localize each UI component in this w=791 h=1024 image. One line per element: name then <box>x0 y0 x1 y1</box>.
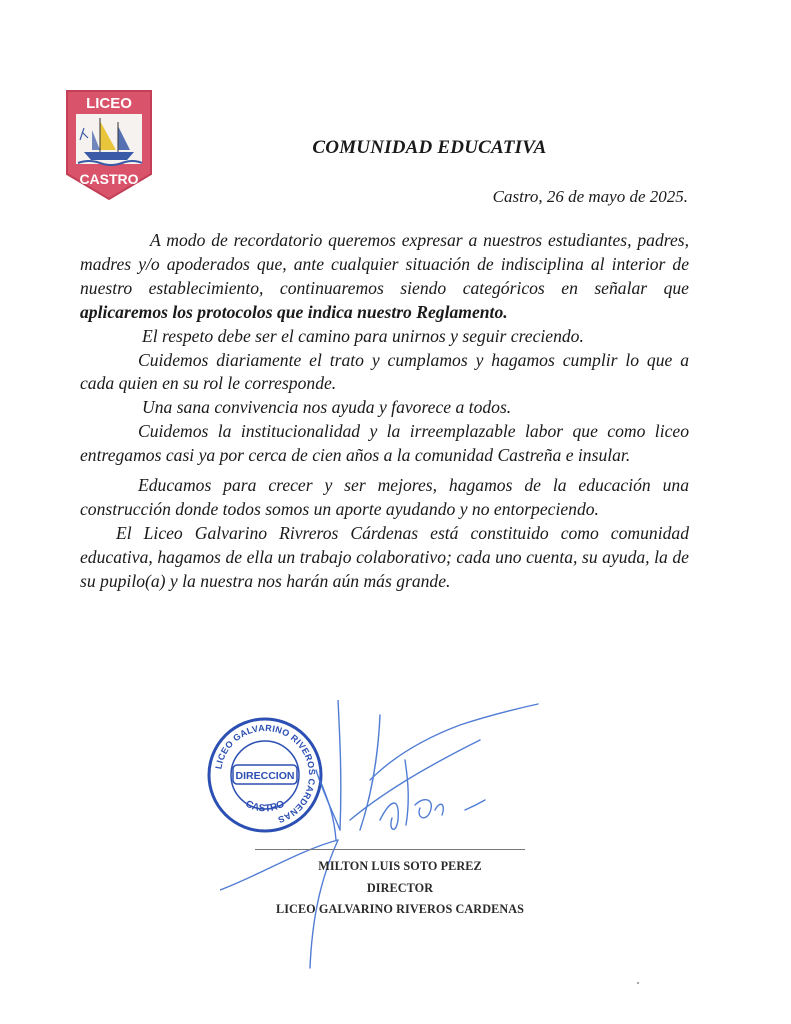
paragraph-text: A modo de recordatorio queremos expresar a nuestros estudiantes, padres, madres y/o apoderados que, ante cualquier situación de indisciplina al interior de nuestro establecimiento, continuaremos siendo categóricos en señalar que <box>80 230 689 298</box>
handwritten-signature <box>220 700 540 970</box>
stamp-center-text: DIRECCION <box>235 770 295 782</box>
paragraph <box>80 229 689 325</box>
paragraph-bold-text: aplicaremos los protocolos que indica nuestro Reglamento. <box>80 301 508 322</box>
paragraph: El Liceo Galvarino Rivreros Cárdenas está constituido como comunidad educativa, hagamos de ella un trabajo colaborativo; cada uno cuenta, su ayuda, la de su pupilo(a) y la nuestra nos harán aún más grande. <box>80 522 689 591</box>
scan-dot <box>637 982 639 984</box>
paragraph: Cuidemos la institucionalidad y la irreemplazable labor que como liceo entregamos casi ya por cerca de cien años a la comunidad Castreña e insular. <box>80 421 689 466</box>
signer-institution: LICEO GALVARINO RIVEROS CARDENAS <box>275 902 525 916</box>
signer-name: MILTON LUIS SOTO PEREZ <box>318 859 482 873</box>
page-title: COMUNIDAD EDUCATIVA <box>312 137 547 158</box>
paragraph: Una sana convivencia nos ayuda y favorece a todos. <box>142 397 512 418</box>
signature-line <box>255 849 525 850</box>
paragraph: El respeto debe ser el camino para unirnos y seguir creciendo. <box>142 325 584 346</box>
letter-body <box>80 229 689 594</box>
stamp-bottom-text: CASTRO <box>243 798 287 815</box>
stamp-ring-text: LICEO GALVARINO RIVEROS CARDENAS <box>213 722 318 825</box>
logo-bottom-text: CASTRO <box>79 171 139 187</box>
paragraph: Cuidemos diariamente el trato y cumplamos y hagamos cumplir lo que a cada quien en su rol le corresponde. <box>80 349 689 394</box>
signer-role: DIRECTOR <box>366 881 434 895</box>
letter-date: Castro, 26 de mayo de 2025. <box>492 187 688 206</box>
logo-top-text: LICEO <box>86 95 132 112</box>
paragraph: Educamos para crecer y ser mejores, hagamos de la educación una construcción donde todos somos un aporte ayudando y no entorpeciendo. <box>80 475 689 519</box>
